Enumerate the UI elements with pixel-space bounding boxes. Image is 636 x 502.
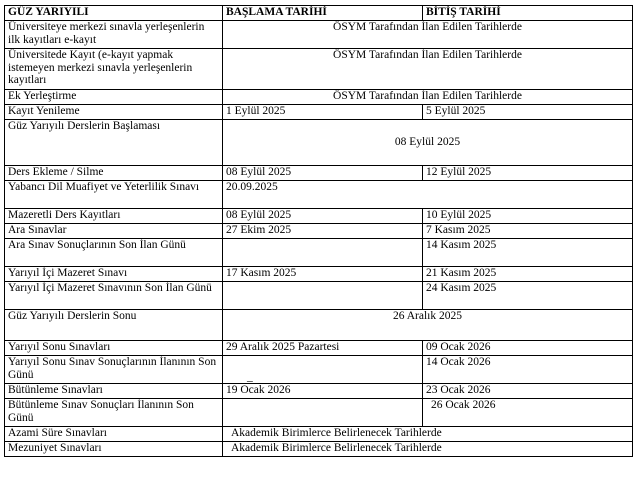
row-end: 14 Kasım 2025 [423,239,633,267]
row-end: 5 Eylül 2025 [423,105,633,120]
table-row [5,356,633,384]
row-end: 21 Kasım 2025 [423,267,633,282]
row-start [223,239,423,267]
row-end: 26 Ocak 2026 [423,399,633,427]
table-row [5,427,633,442]
row-start: 08 Eylül 2025 [223,166,423,181]
row-end: 24 Kasım 2025 [423,282,633,310]
row-label: Mazeretli Ders Kayıtları [5,209,223,224]
row-label: Yabancı Dil Muafiyet ve Yeterlilik Sınavı [5,181,223,209]
table-row [5,267,633,282]
row-label: Azami Süre Sınavları [5,427,223,442]
table-row [5,166,633,181]
academic-calendar [4,5,632,497]
row-end: 23 Ocak 2026 [423,384,633,399]
table-row [5,105,633,120]
row-start [223,282,423,310]
table-row [5,310,633,341]
row-label: Bütünleme Sınav Sonuçları İlanının Son Günü [5,399,223,427]
row-label: Ara Sınav Sonuçlarının Son İlan Günü [5,239,223,267]
row-label: Güz Yarıyılı Derslerin Başlaması [5,120,223,166]
table-row [5,341,633,356]
row-merged-value: 20.09.2025 [223,181,633,209]
row-start [223,399,423,427]
table-row [5,442,633,457]
table-row [5,224,633,239]
row-start: 19 Ocak 2026 [223,384,423,399]
table-row [5,120,633,166]
row-end: 14 Ocak 2026 [423,356,633,384]
table-row [5,399,633,427]
row-start: 29 Aralık 2025 Pazartesi [223,341,423,356]
row-start: 27 Ekim 2025 [223,224,423,239]
header-term: GÜZ YARIYILI [5,6,223,21]
table-row [5,209,633,224]
table-row [5,384,633,399]
calendar-table [4,5,633,457]
row-start: 08 Eylül 2025 [223,209,423,224]
table-row [5,90,633,105]
table-row [5,49,633,90]
row-label: Bütünleme Sınavları [5,384,223,399]
row-merged-value: 26 Aralık 2025 [223,310,633,341]
row-label: Ek Yerleştirme [5,90,223,105]
row-start: 17 Kasım 2025 [223,267,423,282]
header-end: BİTİŞ TARİHİ [423,6,633,21]
row-merged-value: 08 Eylül 2025 [223,120,633,166]
table-row [5,239,633,267]
row-label: Yarıyıl Sonu Sınav Sonuçlarının İlanının Son Günü [5,356,223,384]
row-label: Yarıyıl Sonu Sınavları [5,341,223,356]
row-label: Yarıyıl İçi Mazeret Sınavının Son İlan Günü [5,282,223,310]
table-header-row [5,6,633,21]
row-merged-value: ÖSYM Tarafından İlan Edilen Tarihlerde [223,21,633,49]
row-merged-value: ÖSYM Tarafından İlan Edilen Tarihlerde [223,90,633,105]
row-end: 09 Ocak 2026 [423,341,633,356]
row-end: 12 Eylül 2025 [423,166,633,181]
row-label: Mezuniyet Sınavları [5,442,223,457]
row-label: Ara Sınavlar [5,224,223,239]
row-label: Güz Yarıyılı Derslerin Sonu [5,310,223,341]
row-merged-value: Akademik Birimlerce Belirlenecek Tarihlerde [223,442,633,457]
row-label: Üniversitede Kayıt (e-kayıt yapmak istemeyen merkezi sınavla yerleşenlerin kayıtları [5,49,223,90]
table-row [5,282,633,310]
row-label: Üniversiteye merkezi sınavla yerleşenlerin ilk kayıtları e-kayıt [5,21,223,49]
row-end: 7 Kasım 2025 [423,224,633,239]
row-merged-value: Akademik Birimlerce Belirlenecek Tarihlerde [223,427,633,442]
header-start: BAŞLAMA TARİHİ [223,6,423,21]
row-merged-value: ÖSYM Tarafından İlan Edilen Tarihlerde [223,49,633,90]
table-row [5,181,633,209]
row-label: Ders Ekleme / Silme [5,166,223,181]
table-row [5,21,633,49]
row-start: _ [247,371,253,384]
row-start-cell [223,356,423,384]
row-label: Kayıt Yenileme [5,105,223,120]
row-label: Yarıyıl İçi Mazeret Sınavı [5,267,223,282]
row-start: 1 Eylül 2025 [223,105,423,120]
row-end: 10 Eylül 2025 [423,209,633,224]
